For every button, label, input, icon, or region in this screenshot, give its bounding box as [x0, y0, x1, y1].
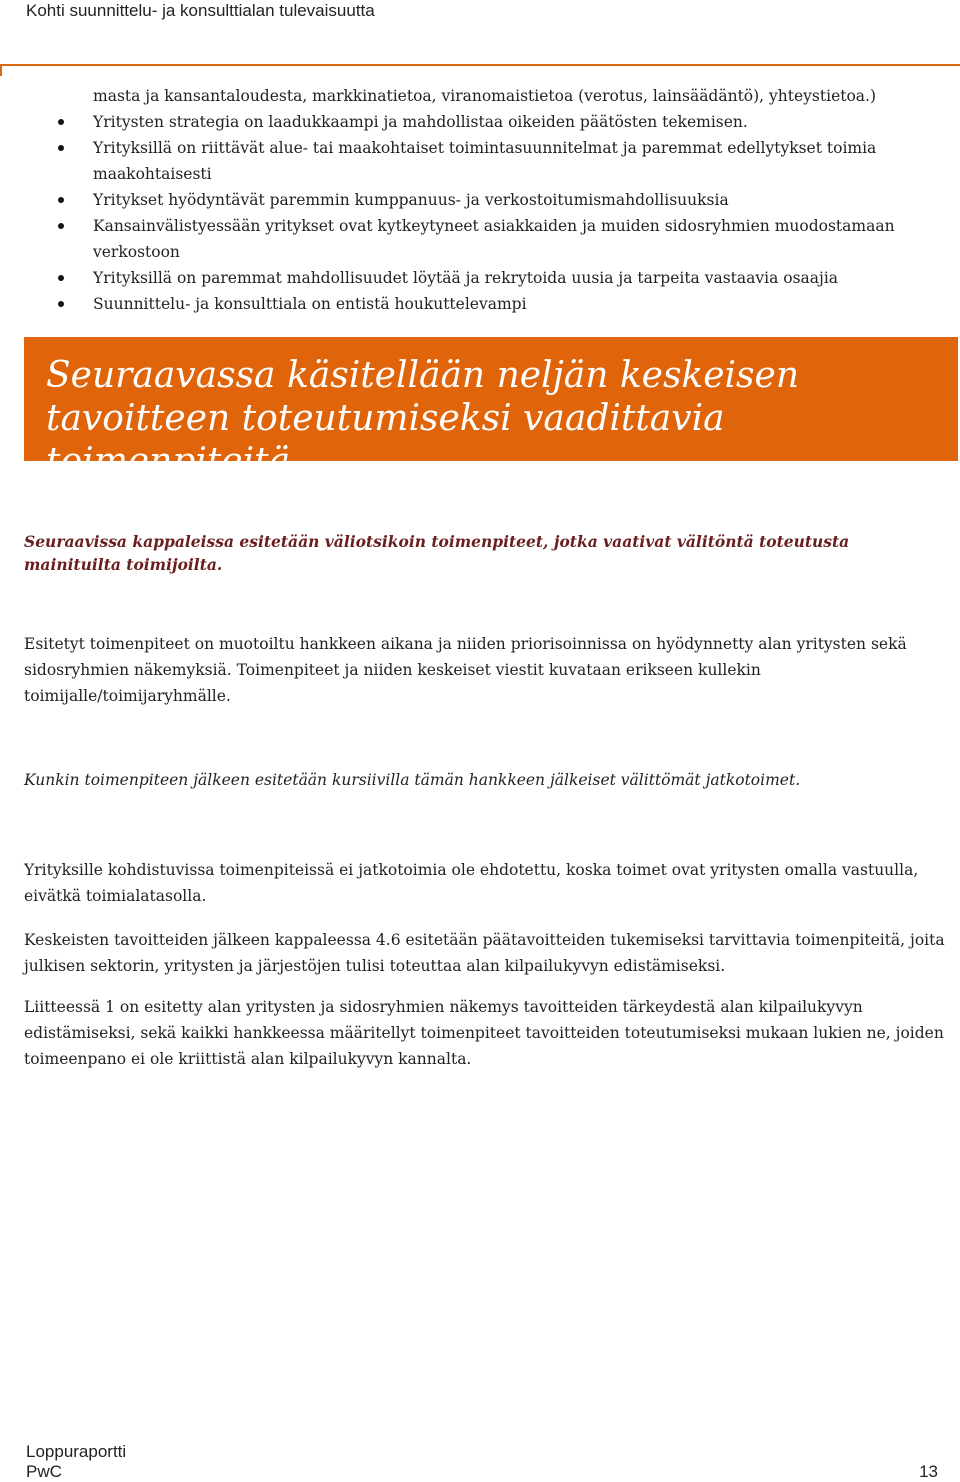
bullet-dot-icon [58, 145, 64, 151]
bullet-dot-icon [58, 301, 64, 307]
paragraph-5: Liitteessä 1 on esitetty alan yritysten ja sidosryhmien näkemys tavoitteiden tärkeydestä alan kilpailukyvyn edistämiseksi, sekä kaikki hankkeessa määritellyt toimenpiteet tavoitteiden toteutumiseksi mukaan lukien ne, joiden toimeenpano ei ole kriittistä alan kilpailukyvyn kannalta. [24, 998, 944, 1068]
running-header-title: Kohti suunnittelu- ja konsulttialan tulevaisuutta [26, 1, 375, 20]
page-number: 13 [919, 1462, 938, 1481]
bullet-text: masta ja kansantaloudesta, markkinatietoa, viranomaistietoa (verotus, lainsäädäntö), yhteystietoa.) [93, 87, 877, 105]
bullet-item [40, 135, 955, 187]
bullet-text: Kansainvälistyessään yritykset ovat kytkeytyneet asiakkaiden ja muiden sidosryhmien muodostamaan verkostoon [93, 217, 895, 261]
section-subheading: Seuraavissa kappaleissa esitetään väliotsikoin toimenpiteet, jotka vaativat välitöntä toteutusta mainituilta toimijoilta. [24, 532, 850, 574]
bullet-dot-icon [58, 275, 64, 281]
bullet-list [40, 83, 955, 317]
paragraph-1: Esitetyt toimenpiteet on muotoiltu hankkeen aikana ja niiden priorisoinnissa on hyödynnetty alan yritysten sekä sidosryhmien näkemyksiä. Toimenpiteet ja niiden keskeiset viestit kuvataan erikseen kullekin toimijalle/toimijaryhmälle. [24, 635, 907, 705]
bullet-item [40, 213, 955, 265]
paragraph-3: Yrityksille kohdistuvissa toimenpiteissä ei jatkotoimia ole ehdotettu, koska toimet ovat yritysten omalla vastuulla, eivätkä toimialatasolla. [24, 861, 919, 905]
bullet-item [40, 83, 955, 109]
header-rule [0, 64, 960, 66]
header-rule-tick [0, 64, 2, 76]
bullet-text: Suunnittelu- ja konsulttiala on entistä houkuttelevampi [93, 295, 527, 313]
highlight-banner [24, 337, 958, 482]
bullet-item [40, 291, 955, 317]
banner-text: Seuraavassa käsitellään neljän keskeisen tavoitteen toteutumiseksi vaadittavia toimenpiteitä. [46, 355, 800, 482]
bullet-text: Yrityksillä on paremmat mahdollisuudet löytää ja rekrytoida uusia ja tarpeita vastaavia osaajia [93, 269, 839, 287]
footer-company-label: PwC [26, 1462, 62, 1481]
bullet-item [40, 109, 955, 135]
bullet-item [40, 265, 955, 291]
bullet-text: Yrityksillä on riittävät alue- tai maakohtaiset toimintasuunnitelmat ja paremmat edellytykset toimia maakohtaisesti [93, 139, 877, 183]
bullet-item [40, 187, 955, 213]
footer-document-label: Loppuraportti [26, 1442, 127, 1461]
paragraph-4: Keskeisten tavoitteiden jälkeen kappaleessa 4.6 esitetään päätavoitteiden tukemiseksi tarvittavia toimenpiteitä, joita julkisen sektorin, yritysten ja järjestöjen tulisi toteuttaa alan kilpailukyvyn edistämiseksi. [24, 931, 945, 975]
bullet-text: Yritykset hyödyntävät paremmin kumppanuus- ja verkostoitumismahdollisuuksia [93, 191, 729, 209]
paragraph-2: Kunkin toimenpiteen jälkeen esitetään kursiivilla tämän hankkeen jälkeiset välittömät jatkotoimet. [24, 771, 801, 789]
bullet-dot-icon [58, 119, 64, 125]
bullet-dot-icon [58, 197, 64, 203]
bullet-dot-icon [58, 223, 64, 229]
bullet-text: Yritysten strategia on laadukkaampi ja mahdollistaa oikeiden päätösten tekemisen. [93, 113, 748, 131]
